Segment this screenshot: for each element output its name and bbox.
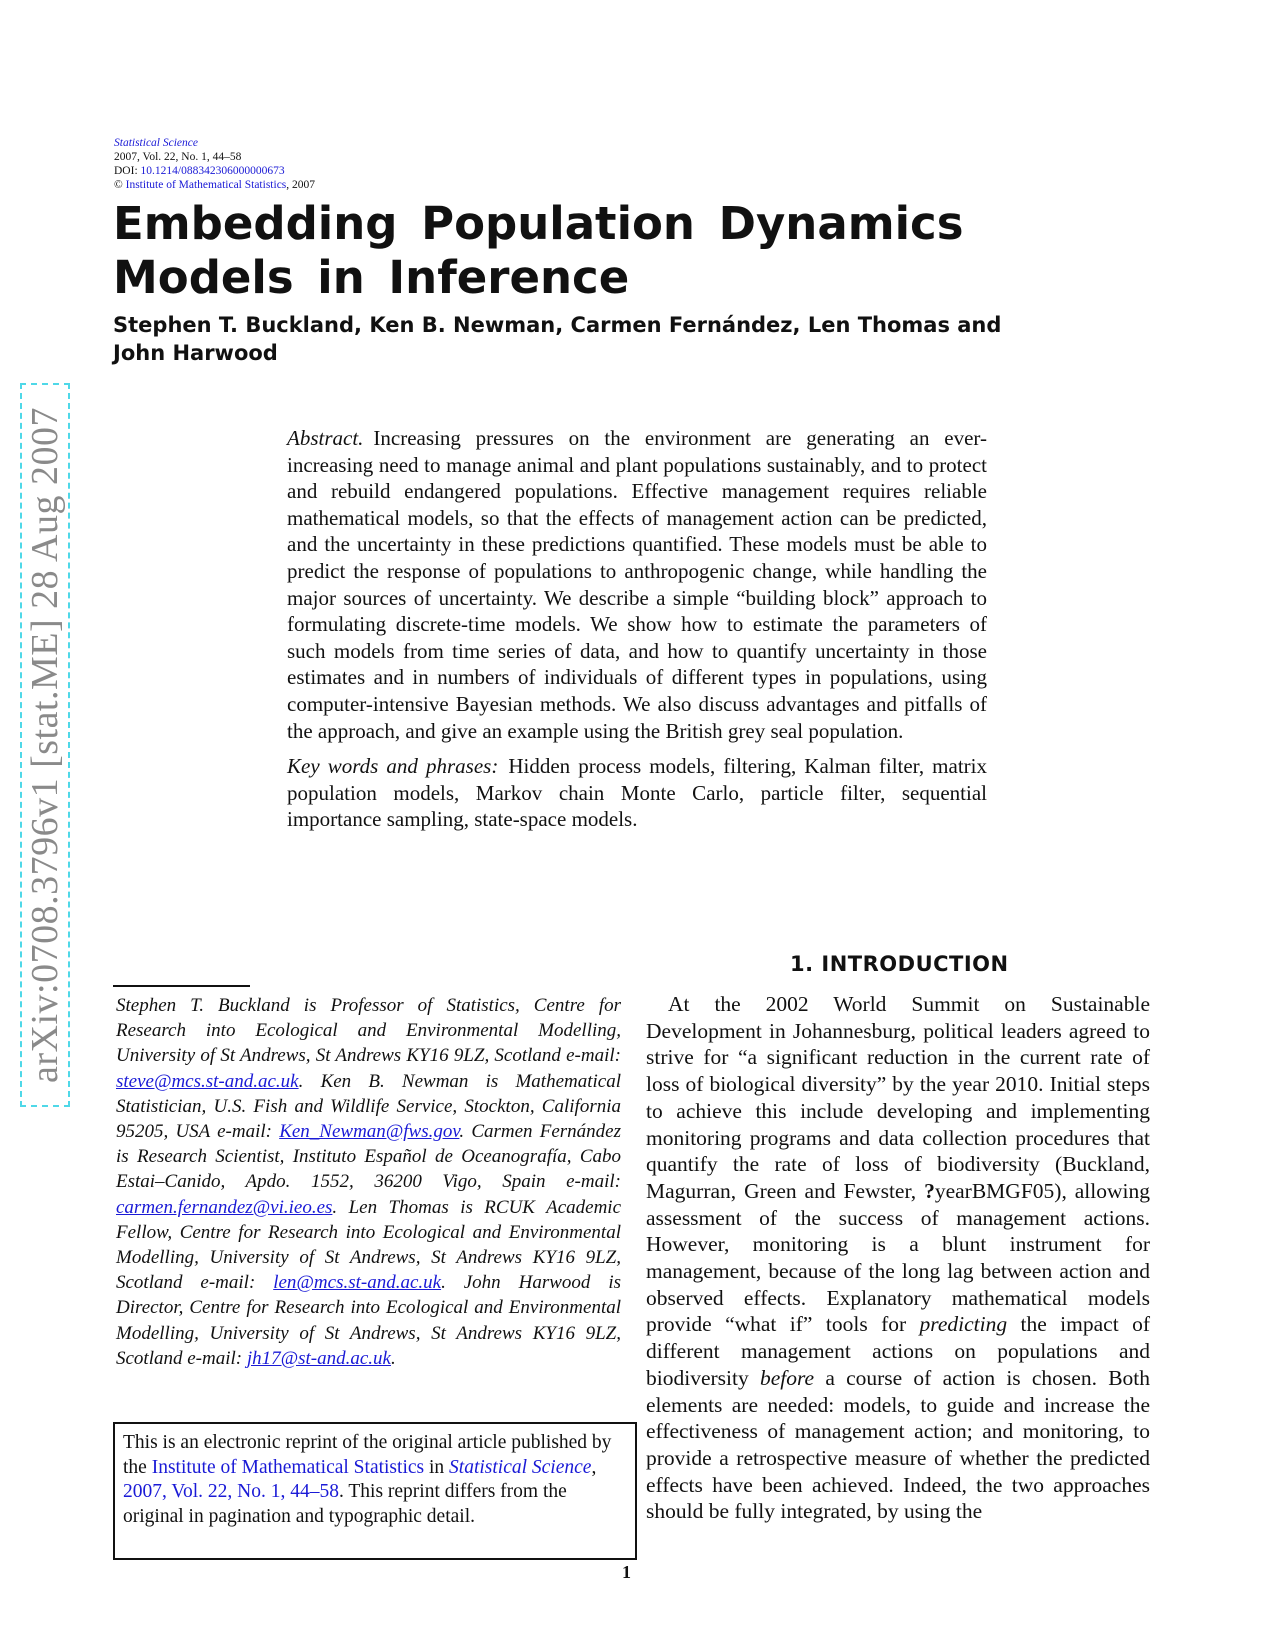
email-link-newman[interactable]: Ken_Newman@fws.gov [279,1121,460,1143]
journal-name-link[interactable]: Statistical Science [114,137,198,149]
introduction-body [646,991,1150,1525]
reprint-publisher-link[interactable]: Institute of Mathematical Statistics [151,1456,425,1478]
publisher-link[interactable]: Institute of Mathematical Statistics [125,179,287,191]
email-link-harwood[interactable]: jh17@st-and.ac.uk [246,1347,391,1369]
reprint-text: . This reprint differs from the original in pagination and typographic detail. [123,1481,567,1527]
affiliation-text: . Len Thomas is RCUK Academic Fellow, Centre for Research into Ecological and Environmental Modelling, University of St Andrews, St Andrews KY16 9LZ, Scotland e-mail: [116,1196,621,1294]
keywords-text: Hidden process models, filtering, Kalman filter, matrix population models, Markov chain Monte Carlo, particle filter, sequential importance sampling, state-space models. [287,754,987,832]
keywords-paragraph [287,753,987,833]
journal-copyright-line [114,178,315,192]
introduction-paragraph [646,991,1150,1525]
paper-title: Embedding Population Dynamics Models in Inference [113,197,964,304]
affiliation-text: Stephen T. Buckland is Professor of Statistics, Centre for Research into Ecological and Environmental Modelling, University of St Andrews, St Andrews KY16 9LZ, Scotland e-mail: [116,995,621,1067]
email-link-thomas[interactable]: len@mcs.st-and.ac.uk [273,1272,442,1294]
reprint-text: in [424,1456,450,1478]
abstract-label: Abstract. [287,426,364,450]
affiliation-text: . Carmen Fernández is Research Scientist, Instituto Español de Oceanografía, Cabo Estai–Canido, Apdo. 1552, 36200 Vigo, Spain e-mail: [116,1121,622,1193]
reprint-notice-box [113,1422,637,1560]
reprint-notice-text [123,1431,627,1529]
paper-authors: Stephen T. Buckland, Ken B. Newman, Carmen Fernández, Len Thomas and John Harwood [113,313,1002,365]
emphasis-predicting: predicting [919,1312,1008,1337]
email-link-fernandez[interactable]: carmen.fernandez@vi.ieo.es [116,1196,333,1218]
abstract-text: Increasing pressures on the environment are generating an ever-increasing need to manage animal and plant populations sustainably, and to protect and rebuild endangered populations. Effective management requires reliable mathematical models, so that the effects of management action can be predicted, and the uncertainty in these predictions quantified. These models must be able to predict the response of populations to anthropogenic change, while handling the major sources of uncertainty. We describe a simple “building block” approach to formulating discrete-time models. We show how to estimate the parameters of such models from time series of data, and how to quantify uncertainty in those estimates and in numbers of individuals of different types in populations, using computer-intensive Bayesian methods. We also discuss advantages and pitfalls of the approach, and give an example using the British grey seal population. [287,426,987,743]
emphasis-before: before [759,1365,815,1390]
abstract-paragraph [287,425,987,744]
copyright-symbol: © [114,179,123,191]
reprint-issue-link[interactable]: 2007, Vol. 22, No. 1, 44–58 [123,1481,339,1503]
arxiv-stamp-text: arXiv:0708.3796v1 [stat.ME] 28 Aug 2007 [24,406,66,1084]
reprint-text: This is an electronic reprint of the original article published by the [123,1432,612,1478]
footnote-rule [113,985,250,987]
author-affiliations [116,993,621,1371]
abstract-block [287,425,987,833]
affiliations-paragraph [116,993,621,1371]
reprint-text: , [591,1456,597,1478]
intro-text: the impact of different management actions on populations and biodiversity [646,1312,1150,1390]
journal-header [114,136,315,192]
affiliation-text: . [390,1347,396,1369]
keywords-label: Key words and phrases: [287,754,499,779]
missing-reference-marker: ? [924,1178,935,1203]
email-link-buckland[interactable]: steve@mcs.st-and.ac.uk [116,1070,299,1092]
section-heading-introduction: 1. INTRODUCTION [790,952,1009,976]
doi-label: DOI: [114,165,138,177]
journal-doi-line [114,164,315,178]
page-number: 1 [622,1562,631,1582]
journal-volume: 2007, Vol. 22, No. 1, 44–58 [114,151,242,163]
affiliation-text: . Ken B. Newman is Mathematical Statistician, U.S. Fish and Wildlife Service, Stockton, California 95205, USA e-mail: [116,1070,621,1143]
copyright-year: , 2007 [286,179,316,191]
intro-text: a course of action is chosen. Both elements are needed: models, to guide and increase the effectiveness of management action; and monitoring, to provide a retrospective measure of whether the predicted effects have been achieved. Indeed, the two approaches should be fully integrated, by using the [646,1365,1151,1524]
doi-link[interactable]: 10.1214/088342306000000673 [140,165,285,177]
reprint-journal-link[interactable]: Statistical Science [449,1456,592,1478]
intro-text: At the 2002 World Summit on Sustainable Development in Johannesburg, political leaders agreed to strive for “a significant reduction in the current rate of loss of biological diversity” by the year 2010. Initial steps to achieve this include developing and implementing monitoring programs and data collection procedures that quantify the rate of loss of biodiversity (Buckland, Magurran, Green and Fewster, [646,992,1150,1203]
affiliation-text: . John Harwood is Director, Centre for Research into Ecological and Environmental Modelling, University of St Andrews, St Andrews KY16 9LZ, Scotland e-mail: [116,1272,621,1369]
arxiv-stamp [20,383,70,1107]
intro-text: yearBMGF05), allowing assessment of the success of management actions. However, monitoring is a blunt instrument for management, because of the long lag between action and observed effects. Explanatory mathematical models provide “what if” tools for [646,1178,1151,1337]
